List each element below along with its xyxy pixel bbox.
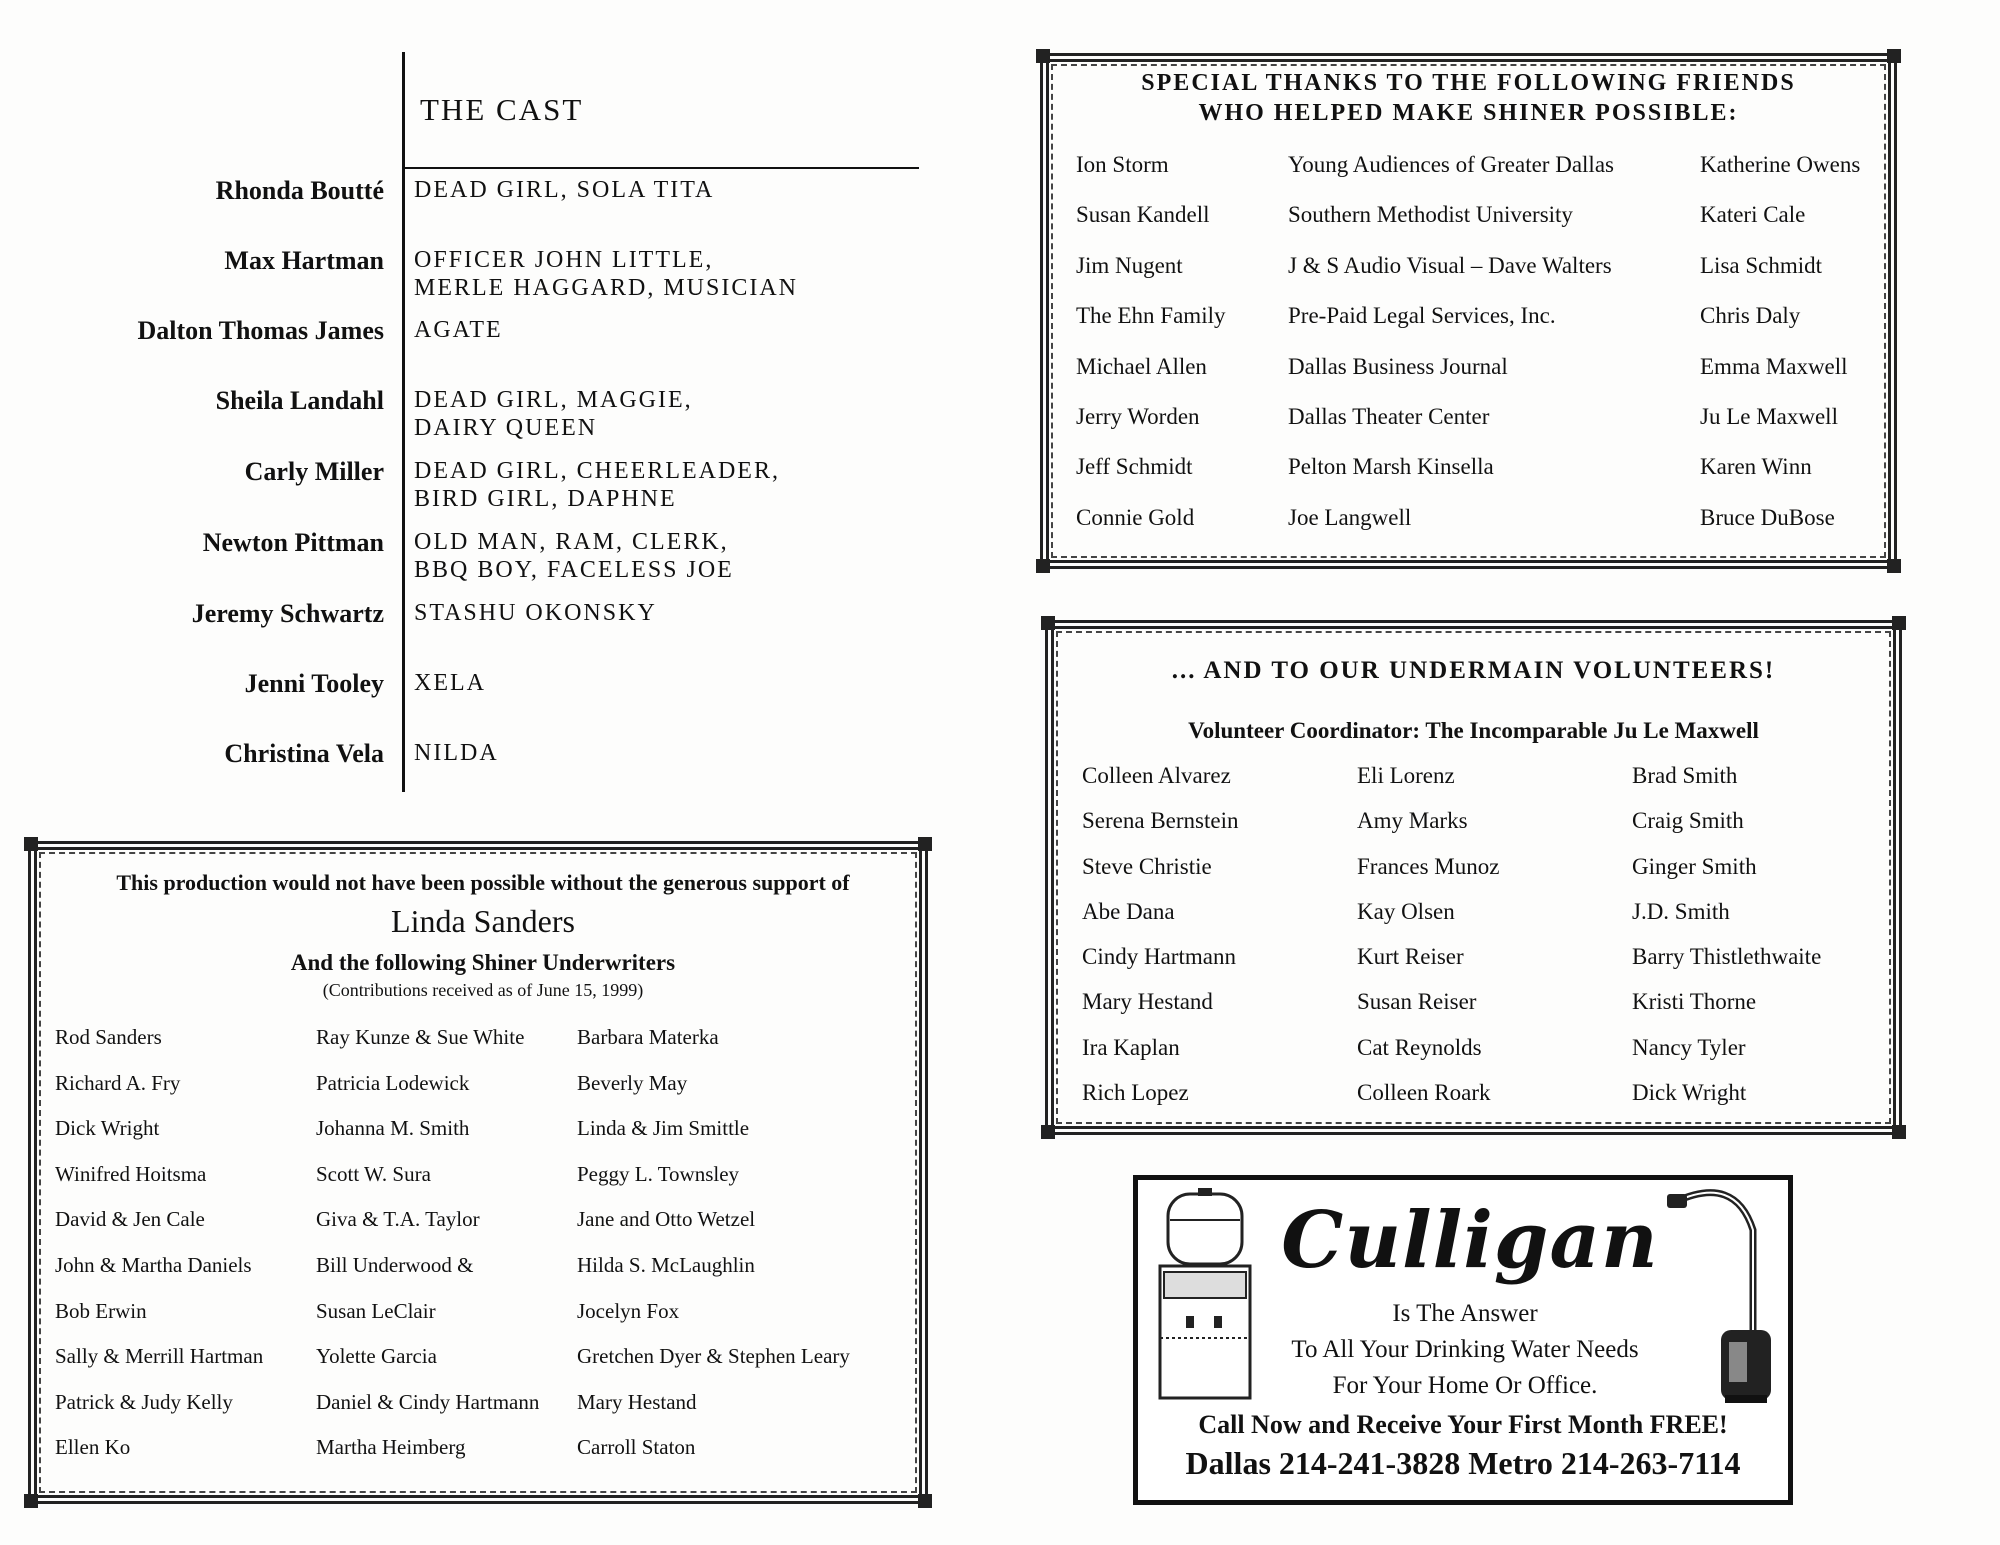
cast-row (0, 246, 930, 316)
list-item: Daniel & Cindy Hartmann (316, 1389, 540, 1414)
list-item: Nancy Tyler (1632, 1034, 1746, 1060)
list-item: Dick Wright (1632, 1080, 1747, 1106)
list-item: Brad Smith (1632, 763, 1738, 788)
list-item: Dick Wright (55, 1116, 160, 1141)
list-item: The Ehn Family (1076, 303, 1226, 329)
volunteers-coordinator: Volunteer Coordinator: The Incomparable Ju Le Maxwell (1188, 718, 1759, 743)
list-item: Pre-Paid Legal Services, Inc. (1288, 303, 1556, 329)
list-item: J & S Audio Visual – Dave Walters (1288, 252, 1612, 278)
list-item: Yolette Garcia (316, 1344, 437, 1369)
frame-corner-ornament (918, 837, 932, 851)
list-item: Jeff Schmidt (1076, 454, 1193, 480)
underwriters-column (55, 1025, 263, 1481)
list-item: Emma Maxwell (1700, 353, 1848, 379)
cast-divider-horizontal (405, 167, 919, 169)
thanks-column (1288, 152, 1614, 555)
list-item: Craig Smith (1632, 808, 1744, 834)
list-item: Rod Sanders (55, 1025, 162, 1049)
cast-title: THE CAST (420, 92, 584, 127)
underwriters-date-note: (Contributions received as of June 15, 1999) (322, 980, 644, 1000)
list-item: Johanna M. Smith (316, 1116, 470, 1141)
frame-corner-ornament (1887, 49, 1901, 63)
list-item: Lisa Schmidt (1700, 252, 1823, 278)
list-item: Gretchen Dyer & Stephen Leary (577, 1344, 850, 1369)
list-item: Mary Hestand (1082, 989, 1213, 1015)
underwriters-intro: This production would not have been possible without the generous support of (116, 870, 850, 895)
cast-row (0, 457, 930, 527)
list-item: Rich Lopez (1082, 1080, 1189, 1106)
thanks-heading: SPECIAL THANKS TO THE FOLLOWING FRIENDS (1141, 70, 1796, 96)
list-item: Colleen Alvarez (1082, 763, 1231, 788)
list-item: Ira Kaplan (1082, 1034, 1180, 1060)
list-item: Richard A. Fry (55, 1070, 181, 1095)
list-item: Serena Bernstein (1082, 808, 1239, 834)
list-item: Frances Munoz (1357, 853, 1500, 879)
list-item: Susan LeClair (316, 1298, 436, 1323)
cast-row (0, 669, 930, 739)
list-item: David & Jen Cale (55, 1207, 205, 1232)
cast-row (0, 528, 930, 598)
list-item: Bill Underwood & (316, 1252, 474, 1277)
ad-tagline: Is The Answer (1392, 1300, 1538, 1327)
list-item: Amy Marks (1357, 808, 1468, 834)
volunteers-column (1632, 763, 1821, 1125)
cast-role: DEAD GIRL, SOLA TITA (414, 177, 715, 203)
frame-corner-ornament (918, 1494, 932, 1508)
list-item: Peggy L. Townsley (577, 1161, 740, 1186)
list-item: Jerry Worden (1076, 403, 1200, 429)
list-item: Jim Nugent (1076, 252, 1183, 278)
cast-row (0, 599, 930, 669)
list-item: Carroll Staton (577, 1435, 696, 1460)
list-item: Kurt Reiser (1357, 944, 1464, 970)
list-item: Bob Erwin (55, 1298, 147, 1323)
list-item: Ellen Ko (55, 1435, 131, 1460)
list-item: Barbara Materka (577, 1025, 719, 1049)
frame-corner-ornament (1036, 559, 1050, 573)
list-item: Cindy Hartmann (1082, 944, 1236, 970)
frame-corner-ornament (24, 1494, 38, 1508)
list-item: Sally & Merrill Hartman (55, 1344, 264, 1369)
list-item: Ion Storm (1076, 152, 1169, 177)
ad-tagline: For Your Home Or Office. (1332, 1372, 1598, 1399)
volunteers-column (1357, 763, 1499, 1125)
cast-role: OFFICER JOHN LITTLE, MERLE HAGGARD, MUSICIAN (414, 247, 799, 301)
list-item: Dallas Theater Center (1288, 403, 1490, 429)
cast-actor: Max Hartman (224, 246, 384, 275)
frame-corner-ornament (1892, 616, 1906, 630)
list-item: Kristi Thorne (1632, 989, 1757, 1015)
list-item: Michael Allen (1076, 353, 1207, 379)
list-item: Connie Gold (1076, 504, 1195, 530)
list-item: Colleen Roark (1357, 1080, 1491, 1106)
thanks-heading: WHO HELPED MAKE SHINER POSSIBLE: (1198, 100, 1739, 126)
list-item: Young Audiences of Greater Dallas (1288, 152, 1614, 177)
cast-actor: Newton Pittman (202, 528, 384, 557)
frame-corner-ornament (24, 837, 38, 851)
frame-corner-ornament (1036, 49, 1050, 63)
ad-tagline: To All Your Drinking Water Needs (1291, 1336, 1639, 1363)
list-item: Karen Winn (1700, 454, 1812, 480)
water-cooler-icon (1150, 1188, 1260, 1403)
cast-actor: Rhonda Boutté (215, 176, 384, 205)
ad-phone-numbers: Dallas 214-241-3828 Metro 214-263-7114 (1185, 1445, 1741, 1481)
list-item: Jocelyn Fox (577, 1298, 680, 1323)
cast-actor: Christina Vela (224, 739, 384, 768)
cast-actor: Carly Miller (244, 457, 384, 486)
list-item: Patrick & Judy Kelly (55, 1389, 233, 1414)
volunteers-heading: ... AND TO OUR UNDERMAIN VOLUNTEERS! (1171, 657, 1776, 684)
list-item: Kay Olsen (1357, 898, 1455, 924)
cast-row (0, 316, 930, 386)
underwriters-column (577, 1025, 850, 1481)
cast-row (0, 386, 930, 456)
list-item: Kateri Cale (1700, 202, 1806, 228)
list-item: Pelton Marsh Kinsella (1288, 454, 1494, 480)
underwriters-patron: Linda Sanders (391, 903, 575, 939)
frame-corner-ornament (1887, 559, 1901, 573)
list-item: Ju Le Maxwell (1700, 403, 1838, 429)
list-item: Eli Lorenz (1357, 763, 1455, 788)
list-item: Giva & T.A. Taylor (316, 1207, 480, 1232)
list-item: Jane and Otto Wetzel (577, 1207, 756, 1232)
ad-offer: Call Now and Receive Your First Month FREE! (1198, 1410, 1728, 1439)
list-item: Barry Thistlethwaite (1632, 944, 1822, 970)
list-item: Winifred Hoitsma (55, 1161, 207, 1186)
cast-role: AGATE (414, 317, 503, 343)
list-item: Susan Kandell (1076, 202, 1210, 228)
cast-row (0, 739, 930, 809)
list-item: Dallas Business Journal (1288, 353, 1508, 379)
frame-corner-ornament (1892, 1125, 1906, 1139)
cast-actor: Sheila Landahl (215, 386, 384, 415)
list-item: Ray Kunze & Sue White (316, 1025, 525, 1049)
cast-actor: Jeremy Schwartz (191, 599, 384, 628)
cast-actor: Jenni Tooley (244, 669, 384, 698)
cast-role: XELA (414, 670, 486, 696)
cast-role: STASHU OKONSKY (414, 600, 657, 626)
list-item: Southern Methodist University (1288, 202, 1573, 228)
list-item: Cat Reynolds (1357, 1034, 1482, 1060)
volunteers-column (1082, 763, 1238, 1125)
list-item: Martha Heimberg (316, 1435, 466, 1460)
cast-role: DEAD GIRL, CHEERLEADER, BIRD GIRL, DAPHNE (414, 458, 780, 512)
list-item: Hilda S. McLaughlin (577, 1252, 755, 1277)
frame-corner-ornament (1041, 1125, 1055, 1139)
list-item: Ginger Smith (1632, 853, 1757, 879)
list-item: Beverly May (577, 1070, 688, 1095)
list-item: Patricia Lodewick (316, 1070, 470, 1095)
thanks-column (1076, 152, 1225, 555)
thanks-column (1700, 152, 1860, 555)
cast-role: OLD MAN, RAM, CLERK, BBQ BOY, FACELESS JOE (414, 529, 734, 583)
list-item: John & Martha Daniels (55, 1252, 252, 1277)
underwriters-column (316, 1025, 539, 1481)
list-item: Mary Hestand (577, 1389, 697, 1414)
cast-role: NILDA (414, 740, 499, 766)
list-item: Joe Langwell (1288, 504, 1412, 530)
list-item: Katherine Owens (1700, 152, 1861, 177)
culligan-logo: Culligan (1281, 1195, 1659, 1286)
cast-row (0, 176, 930, 246)
list-item: Linda & Jim Smittle (577, 1116, 750, 1141)
frame-corner-ornament (1041, 616, 1055, 630)
list-item: Bruce DuBose (1700, 504, 1835, 530)
cast-role: DEAD GIRL, MAGGIE, DAIRY QUEEN (414, 387, 693, 441)
list-item: Scott W. Sura (316, 1161, 431, 1186)
cast-actor: Dalton Thomas James (137, 316, 384, 345)
list-item: Chris Daly (1700, 303, 1801, 329)
list-item: J.D. Smith (1632, 898, 1730, 924)
list-item: Abe Dana (1082, 898, 1175, 924)
list-item: Susan Reiser (1357, 989, 1477, 1015)
underwriters-subheading: And the following Shiner Underwriters (290, 950, 676, 975)
list-item: Steve Christie (1082, 853, 1212, 879)
